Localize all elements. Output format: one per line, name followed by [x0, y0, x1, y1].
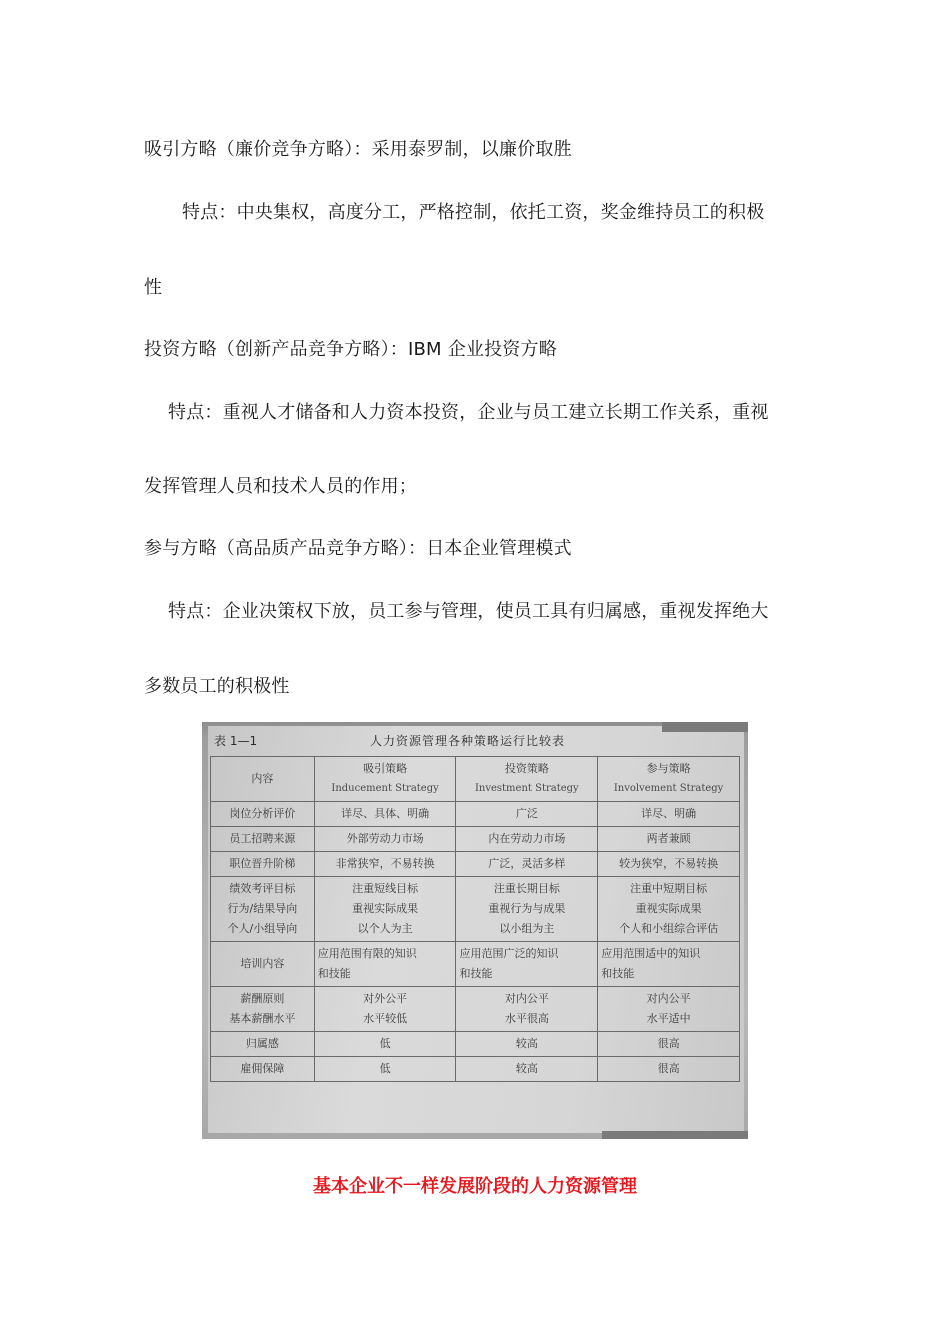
table-header-row: [211, 757, 740, 802]
table-row: [211, 987, 740, 1032]
paragraph-involvement: 参与方略（高品质产品竞争方略）：日本企业管理模式: [144, 538, 572, 559]
row-value-cell: 低: [314, 1032, 456, 1057]
paragraph-investment: 投资方略（创新产品竞争方略）：IBM 企业投资方略: [144, 339, 557, 360]
table-row: [211, 827, 740, 852]
table-row: [211, 942, 740, 987]
row-value-cell: 注重长期目标 重视行为与成果 以小组为主: [456, 877, 598, 942]
table-row: [211, 852, 740, 877]
paragraph-inducement: 吸引方略（廉价竞争方略）：采用泰罗制，以廉价取胜: [144, 139, 572, 160]
table-row: [211, 877, 740, 942]
paragraph-investment-features-cont: 发挥管理人员和技术人员的作用；: [144, 476, 417, 497]
row-value-cell: 应用范围适中的知识 和技能: [598, 942, 740, 987]
row-value-cell: 对内公平 水平适中: [598, 987, 740, 1032]
header-content: 内容: [211, 757, 315, 802]
table-row: [211, 1032, 740, 1057]
row-value-cell: 注重短线目标 重视实际成果 以个人为主: [314, 877, 456, 942]
row-label-cell: 雇佣保障: [211, 1057, 315, 1082]
paragraph-inducement-features: 特点：中央集权，高度分工，严格控制，依托工资，奖金维持员工的积极: [182, 202, 765, 223]
header-investment: 投资策略 Investment Strategy: [456, 757, 598, 802]
row-value-cell: 很高: [598, 1057, 740, 1082]
row-value-cell: 应用范围广泛的知识 和技能: [456, 942, 598, 987]
row-value-cell: 应用范围有限的知识 和技能: [314, 942, 456, 987]
row-value-cell: 详尽、具体、明确: [314, 802, 456, 827]
row-value-cell: 广泛，灵活多样: [456, 852, 598, 877]
row-value-cell: 对外公平 水平较低: [314, 987, 456, 1032]
header-involvement: 参与策略 Involvement Strategy: [598, 757, 740, 802]
paragraph-involvement-features-cont: 多数员工的积极性: [144, 676, 290, 697]
paragraph-involvement-features: 特点：企业决策权下放，员工参与管理，使员工具有归属感，重视发挥绝大: [168, 601, 769, 622]
strategy-comparison-photo: [202, 722, 748, 1139]
photo-table-number: 表 1—1: [214, 734, 258, 748]
row-value-cell: 注重中短期目标 重视实际成果 个人和小组综合评估: [598, 877, 740, 942]
table-row: [211, 802, 740, 827]
row-value-cell: 外部劳动力市场: [314, 827, 456, 852]
row-label-cell: 薪酬原则 基本薪酬水平: [211, 987, 315, 1032]
row-value-cell: 很高: [598, 1032, 740, 1057]
row-label-cell: 职位晋升阶梯: [211, 852, 315, 877]
row-value-cell: 低: [314, 1057, 456, 1082]
row-value-cell: 两者兼顾: [598, 827, 740, 852]
photo-edge-top: [662, 722, 748, 732]
header-inducement: 吸引策略 Inducement Strategy: [314, 757, 456, 802]
section-heading: 基本企业不一样发展阶段的人力资源管理: [313, 1176, 637, 1197]
table-row: [211, 1057, 740, 1082]
row-label-cell: 岗位分析评价: [211, 802, 315, 827]
row-label-cell: 员工招聘来源: [211, 827, 315, 852]
row-label-cell: 归属感: [211, 1032, 315, 1057]
row-value-cell: 非常狭窄，不易转换: [314, 852, 456, 877]
row-value-cell: 对内公平 水平很高: [456, 987, 598, 1032]
row-value-cell: 内在劳动力市场: [456, 827, 598, 852]
photo-edge-bottom: [602, 1131, 748, 1139]
row-value-cell: 较高: [456, 1057, 598, 1082]
row-value-cell: 详尽、明确: [598, 802, 740, 827]
row-label-cell: 绩效考评目标 行为/结果导向 个人/小组导向: [211, 877, 315, 942]
table-body: [211, 802, 740, 1082]
row-value-cell: 广泛: [456, 802, 598, 827]
row-label-cell: 培训内容: [211, 942, 315, 987]
row-value-cell: 较为狭窄，不易转换: [598, 852, 740, 877]
paragraph-investment-features: 特点：重视人才储备和人力资本投资，企业与员工建立长期工作关系，重视: [168, 402, 769, 423]
photo-table-title: 人力资源管理各种策略运行比较表: [370, 734, 566, 748]
row-value-cell: 较高: [456, 1032, 598, 1057]
paragraph-inducement-features-cont: 性: [144, 277, 163, 298]
strategy-comparison-table: [210, 756, 740, 1082]
